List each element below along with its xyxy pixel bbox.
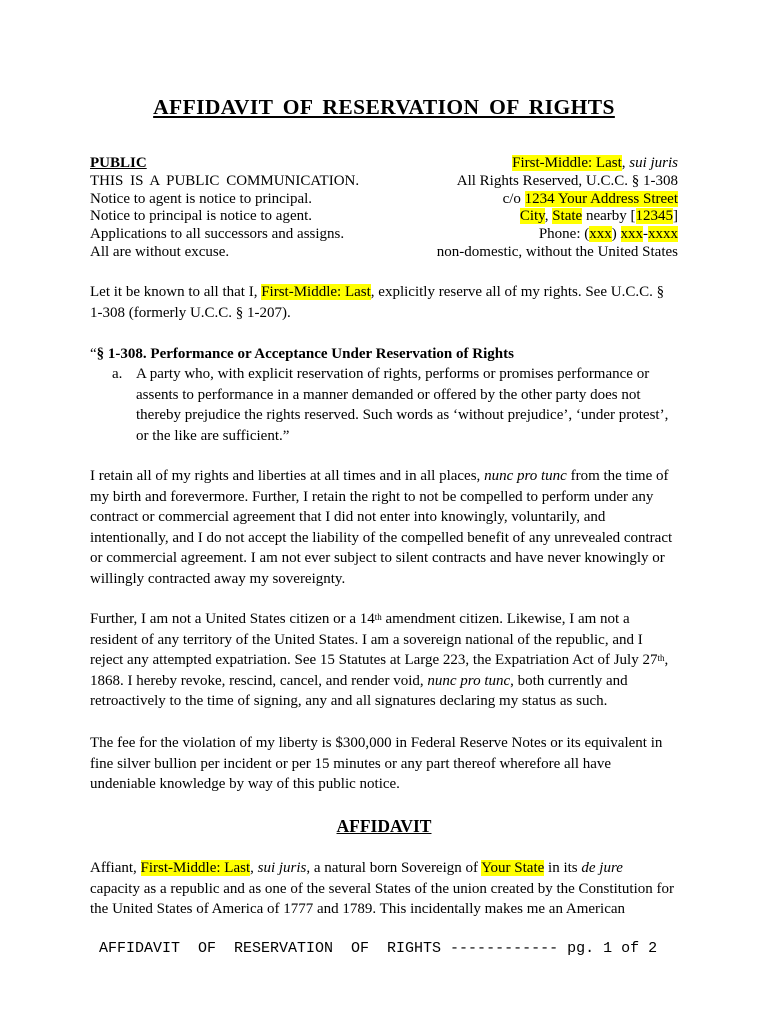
intro-name: First-Middle: Last [261,284,371,300]
rights-reserved: All Rights Reserved, U.C.C. § 1-308 [456,172,678,189]
public-communication: THIS IS A PUBLIC COMMUNICATION. [90,172,360,189]
affiant-state: Your State [481,860,545,876]
city: City [519,208,545,225]
phone-line-number: xxxx [648,226,678,243]
state: State [552,208,583,225]
phone-prefix: xxx [620,226,643,243]
fee-paragraph: The fee for the violation of my liberty is $300,000 in Federal Reserve Notes or its equivalent in fine silver bullion per incident or per 15 minutes or any part thereof wherefore all have undeniable knowledge by way of this public notice. [90,735,663,793]
notice-principal: Notice to principal is notice to agent. [90,208,313,225]
zip-code: 12345 [635,208,673,225]
domicile-line: non-domestic, without the United States [436,243,678,260]
page-total: 2 [648,940,658,957]
intro-paragraph: Let it be known to all that I, First-Middle: Last, explicitly reserve all of my rights. See U.C.C. § 1-308 (formerly U.C.C. § 1-207). [90,284,665,321]
page-footer: AFFIDAVIT OF RESERVATION OF RIGHTS ------------ pg. 1 of 2 [99,940,658,957]
sui-juris: sui juris [629,155,678,171]
city-state-line: City, State nearby [12345] [519,208,678,225]
quote-heading: “§ 1-308. Performance or Acceptance Under Reservation of Rights [90,346,514,362]
notice-agent: Notice to agent is notice to principal. [90,190,313,207]
affidavit-heading: AFFIDAVIT [336,816,432,836]
author-name-line: First-Middle: Last, sui juris [512,155,678,171]
phone-line: Phone: (xxx) xxx-xxxx [538,226,678,243]
list-marker: a. [112,366,123,382]
rights-paragraph: I retain all of my rights and liberties at all times and in all places, nunc pro tunc from the time of my birth and forevermore. Further, I retain the right to not be compelled to perform under any contract or commercial agreement that I did not enter into knowingly, voluntarily, and intentionally, and I do not accept the liability of the compelled benefit of any unrevealed contract or commercial agreement. I am not ever subject to silent contracts and have never knowingly or willingly contracted away my sovereignty. [90,468,673,587]
phone-area: xxx [589,226,612,243]
header-block [90,155,678,262]
public-label: PUBLIC [90,155,147,171]
address-line: c/o 1234 Your Address Street [502,190,678,207]
street-address: 1234 Your Address Street [524,190,678,207]
affidavit-paragraph: Affiant, First-Middle: Last, sui juris, a natural born Sovereign of Your State in its de jure capacity as a republic and as one of the several States of the union created by the Constitution for the United States of America of 1777 and 1789. This incidentally makes me an American [90,860,674,918]
author-name: First-Middle: Last [512,155,622,171]
affiant-name: First-Middle: Last [140,860,251,876]
applications-line: Applications to all successors and assigns. [90,226,345,243]
citizenship-paragraph: Further, I am not a United States citizen or a 14th amendment citizen. Likewise, I am not a resident of any territory of the United States. I am a sovereign national of the republic, and I reject any attempted expatriation. See 15 Statutes at Large 223, the Expatriation Act of July 27th, 1868. I hereby revoke, rescind, cancel, and render void, nunc pro tunc, both currently and retroactively to the time of signing, any and all signatures declaring my status as such. [90,611,669,710]
document-title: AFFIDAVIT OF RESERVATION OF RIGHTS [153,95,615,119]
page-number: 1 [603,940,613,957]
without-excuse: All are without excuse. [90,243,230,260]
